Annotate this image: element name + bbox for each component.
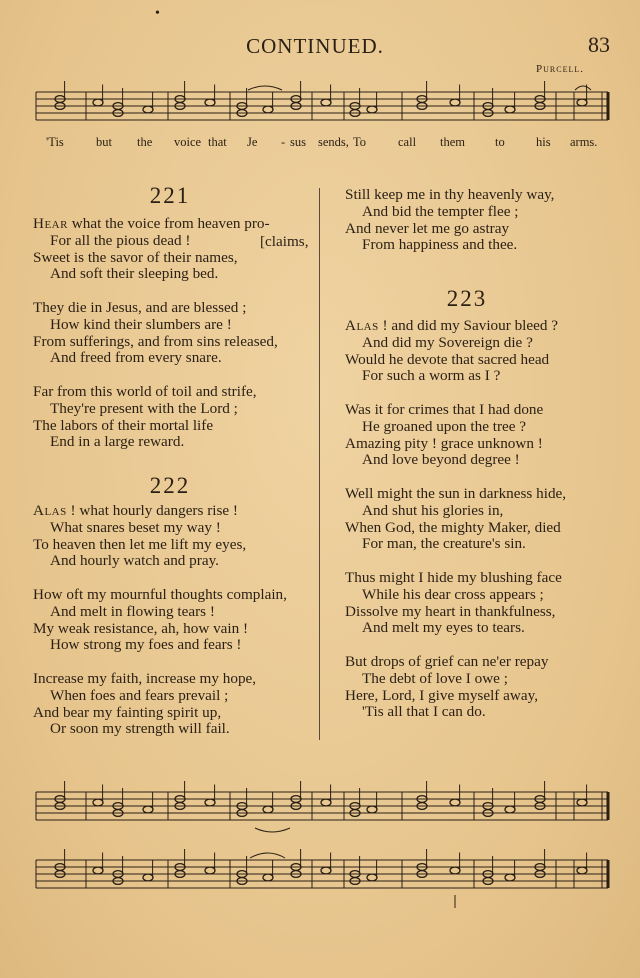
bass-note [577, 867, 587, 874]
alto-note [205, 799, 215, 806]
hymn-223-line: 'Tis all that I can do. [362, 703, 486, 721]
hymn-223-line: He groaned upon the tree ? [362, 417, 527, 435]
bass-note [505, 874, 515, 881]
bass-note [321, 867, 331, 874]
hymn-222-line: Still keep me in thy heavenly way, [345, 186, 555, 203]
hymn-number-222: 222 [149, 473, 191, 498]
lyric-syllable: them [440, 135, 465, 149]
melody-note [450, 99, 460, 106]
alto-note [93, 799, 103, 806]
hymn-222-line: How strong my foes and fears ! [50, 636, 242, 654]
alto-note [577, 799, 587, 806]
hymn-221-line: From sufferings, and from sins released, [33, 332, 278, 350]
hymn-222-text [33, 503, 318, 738]
hymn-221-line: Far from this world of toil and strife, [33, 382, 257, 400]
slur [255, 828, 290, 832]
hymn-222-line: Increase my faith, increase my hope, [33, 669, 257, 687]
composer-credit: Purcell. [536, 63, 584, 75]
hymn-222-line: Or soon my strength will fail. [50, 720, 230, 738]
hymn-223-line: Dissolve my heart in thankfulness, [345, 602, 556, 620]
hymn-223-line: For man, the creature's sin. [362, 535, 526, 553]
hymn-223-line: And melt my eyes to tears. [362, 619, 525, 637]
hymn-223-line: Here, Lord, I give myself away, [345, 686, 539, 704]
column-divider [319, 188, 320, 740]
melody-note [505, 106, 515, 113]
melody-note [367, 106, 377, 113]
hymn-221-line: End in a large reward. [50, 433, 185, 451]
hymn-222-line: And melt in flowing tears ! [50, 602, 215, 620]
hymn-221-line: And freed from every snare. [50, 349, 222, 367]
hymn-223-line: Was it for crimes that I had done [345, 400, 544, 418]
hymn-222-line: To heaven then let me lift my eyes, [33, 535, 247, 553]
melody-note [205, 99, 215, 106]
hymn-223-line: Would he devote that sacred head [345, 350, 550, 368]
lyric-syllable: his [536, 135, 551, 149]
hymn-222-line: My weak resistance, ah, how vain ! [33, 619, 249, 637]
hymn-221-wrap-word: [claims, [260, 233, 309, 250]
page-number: 83 [588, 32, 610, 57]
page-title: CONTINUED. [246, 34, 384, 58]
hymn-223-line: While his dear cross appears ; [362, 585, 544, 603]
bass-note [93, 867, 103, 874]
alto-note [321, 799, 331, 806]
hymn-223-line: The debt of love I owe ; [362, 669, 508, 687]
lyric-syllable: call [398, 135, 417, 149]
lyric-syllable: sus [290, 135, 306, 149]
hymn-223-line: But drops of grief can ne'er repay [345, 652, 549, 670]
lyric-syllable: sends, [318, 135, 349, 149]
hymn-222-line: From happiness and thee. [362, 236, 518, 254]
hymn-223-line: Amazing pity ! grace unknown ! [345, 434, 543, 452]
hymn-221-line: The labors of their mortal life [33, 416, 214, 434]
drop-word: Alas [33, 502, 67, 519]
hymn-222-continued-text [345, 187, 615, 254]
hymn-223-line: Alas ! and did my Saviour bleed ? [345, 317, 559, 334]
bass-note [143, 874, 153, 881]
lyric-syllable: Je [247, 135, 258, 149]
hymn-221-line: Hear what the voice from heaven pro- [33, 215, 270, 232]
alto-note [505, 806, 515, 813]
page-mark: • [155, 6, 160, 21]
hymn-221-line: For all the pious dead ! [50, 231, 191, 249]
melody-note [321, 99, 331, 106]
melody-note [263, 106, 273, 113]
lyric-syllable: the [137, 135, 153, 149]
bass-note [263, 874, 273, 881]
hymn-221-line: They die in Jesus, and are blessed ; [33, 298, 247, 316]
lyric-syllable: 'Tis [46, 135, 64, 149]
hymn-223-line: When God, the mighty Maker, died [345, 518, 561, 536]
hymn-222-line: Alas ! what hourly dangers rise ! [33, 502, 238, 519]
alto-note [367, 806, 377, 813]
lyric-syllable: arms. [570, 135, 598, 149]
hymn-221-line: And soft their sleeping bed. [50, 265, 219, 283]
hymn-number-221: 221 [149, 183, 191, 208]
hymn-221-text [33, 216, 318, 451]
bass-note [367, 874, 377, 881]
hymn-223-line: Thus might I hide my blushing face [345, 568, 562, 586]
bass-note [450, 867, 460, 874]
lyric-syllable: to [495, 135, 505, 149]
hymn-222-line: And bid the tempter flee ; [362, 202, 519, 220]
hymn-222-line: And never let me go astray [345, 219, 510, 237]
hymn-222-line: What snares beset my way ! [50, 518, 221, 536]
hymn-222-line: How oft my mournful thoughts complain, [33, 585, 287, 603]
alto-note [450, 799, 460, 806]
lyric-syllable: - [281, 135, 286, 149]
drop-word: Hear [33, 215, 68, 232]
drop-word: Alas [345, 317, 379, 334]
melody-note [577, 99, 587, 106]
hymn-221-line: Sweet is the savor of their names, [33, 248, 238, 266]
hymn-223-text [345, 318, 615, 721]
fermata [575, 86, 591, 90]
melody-note [143, 106, 153, 113]
hymn-222-line: And hourly watch and pray. [50, 552, 219, 570]
bass-note [205, 867, 215, 874]
hymn-221-line: How kind their slumbers are ! [50, 315, 232, 333]
hymn-number-223: 223 [446, 286, 488, 311]
lyric-syllable: that [208, 135, 227, 149]
hymn-221-line: They're present with the Lord ; [50, 399, 238, 417]
hymn-223-line: And did my Sovereign die ? [362, 333, 533, 351]
alto-note [263, 806, 273, 813]
lyric-syllable: To [353, 135, 367, 149]
hymn-223-line: For such a worm as I ? [362, 367, 501, 385]
slur [250, 853, 285, 858]
alto-note [143, 806, 153, 813]
lyric-syllable: voice [174, 135, 202, 149]
hymn-223-line: And love beyond degree ! [362, 451, 520, 469]
slur [248, 86, 282, 90]
hymn-223-line: Well might the sun in darkness hide, [345, 484, 567, 502]
hymn-222-line: When foes and fears prevail ; [50, 686, 229, 704]
lyric-syllable: but [96, 135, 112, 149]
melody-note [93, 99, 103, 106]
hymn-223-line: And shut his glories in, [362, 501, 504, 519]
hymn-222-line: And bear my fainting spirit up, [33, 703, 222, 721]
